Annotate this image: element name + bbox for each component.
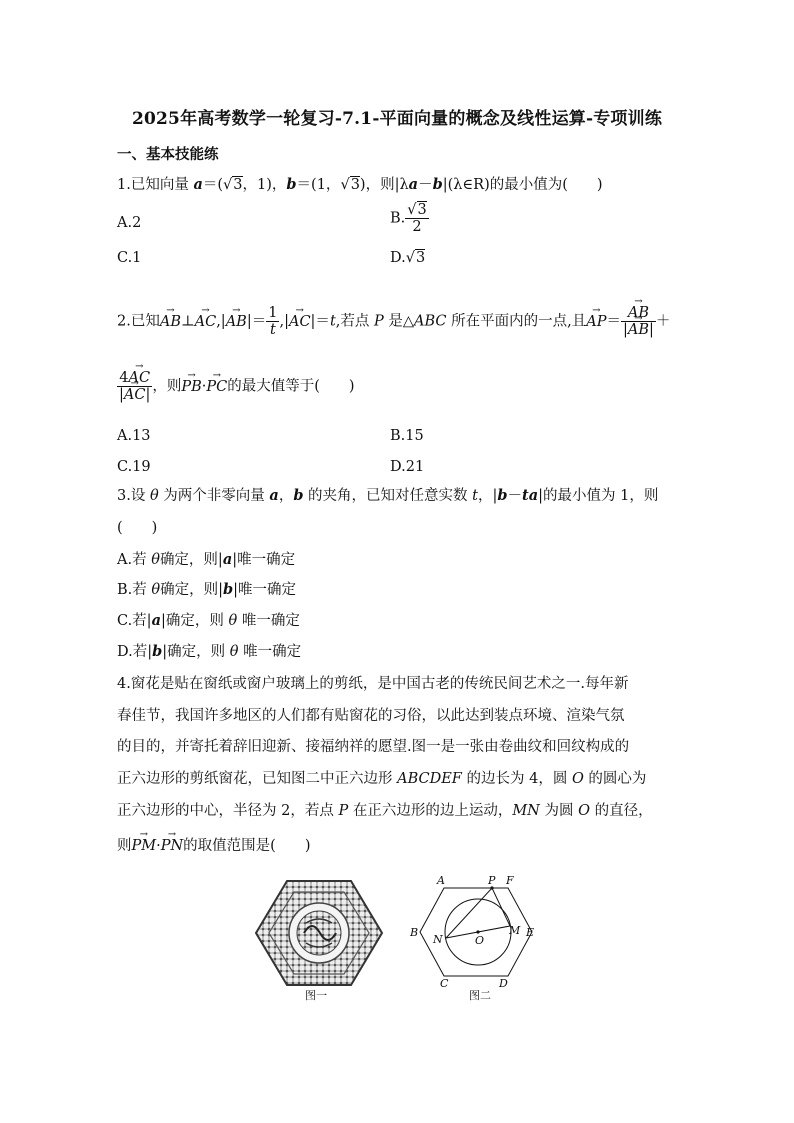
label-e: E bbox=[526, 926, 535, 939]
q3-option-c: C.若|a|确定，则 θ 唯一确定 bbox=[117, 612, 300, 629]
q3-stem-line2: ( ) bbox=[117, 520, 158, 536]
q2-option-b: B.15 bbox=[390, 428, 424, 444]
figure-1-caption: 图一 bbox=[305, 989, 327, 1002]
q1-option-b: B. $\frac{√3}{2}$ bbox=[390, 202, 427, 235]
section-heading: 一、基本技能练 bbox=[117, 146, 219, 163]
q1-option-a: A.2 bbox=[117, 215, 142, 231]
q3-option-a: A.若 θ确定，则|a|唯一确定 bbox=[117, 551, 296, 568]
q3-stem-line1: 3.设 θ 为两个非零向量 a，b 的夹角，已知对任意实数 t，|b－ta|的最小值为 1，则 bbox=[117, 487, 659, 504]
q4-line4: 正六边形的剪纸窗花，已知图二中正六边形 ABCDEF 的边长为 4，圆 O 的圆心为 bbox=[117, 771, 647, 787]
label-b: B bbox=[410, 926, 419, 939]
label-c: C bbox=[440, 977, 449, 988]
label-m: M bbox=[509, 924, 521, 937]
label-d: D bbox=[499, 977, 508, 988]
q4-line5: 正六边形的中心，半径为 2，若点 P 在正六边形的边上运动，MN 为圆 O 的直径， bbox=[117, 803, 653, 819]
label-f: F bbox=[506, 874, 514, 887]
label-p: P bbox=[488, 874, 496, 887]
figure-1-papercut bbox=[254, 878, 384, 988]
label-o: O bbox=[475, 934, 485, 947]
q4-line1: 4.窗花是贴在窗纸或窗户玻璃上的剪纸，是中国古老的传统民间艺术之一.每年新 bbox=[117, 676, 629, 692]
q1-option-d: D.√3 bbox=[390, 250, 426, 266]
q3-option-d: D.若|b|确定，则 θ 唯一确定 bbox=[117, 643, 302, 660]
q1-stem: 1.已知向量 a＝(√3，1)，b＝(1，√3)，则|λa－b|(λ∈R)的最小值为( ) bbox=[117, 176, 603, 193]
figure-2-caption: 图二 bbox=[469, 989, 491, 1002]
q2-option-a: A.13 bbox=[117, 428, 151, 444]
q4-line3: 的目的，并寄托着辞旧迎新、接福纳祥的愿望.图一是一张由卷曲纹和回纹构成的 bbox=[117, 739, 630, 755]
q1-option-c: C.1 bbox=[117, 250, 142, 266]
q2-stem-line1: 2.已知→ AB⊥→ AC,|→ AB|＝ $\frac{1}{t}$ ,|→ AC|＝t,若点 P 是△ABC 所在平面内的一点,且→ AP＝ → $\frac{AB}{|\to AB|}$ ＋ bbox=[117, 305, 670, 338]
q3-option-b: B.若 θ确定，则|b|唯一确定 bbox=[117, 581, 297, 598]
q2-option-d: D.21 bbox=[390, 459, 425, 475]
label-a: A bbox=[437, 874, 445, 887]
q4-line2: 春佳节，我国许多地区的人们都有贴窗花的习俗，以此达到装点环境、渲染气氛 bbox=[117, 708, 625, 724]
label-n: N bbox=[433, 933, 443, 946]
figure-2-diagram bbox=[408, 872, 544, 988]
q4-line6: 则→ PM·→ PN的取值范围是( ) bbox=[117, 836, 311, 856]
q2-option-c: C.19 bbox=[117, 459, 151, 475]
q2-stem-line2: $\frac{4\to AC}{|\to AC|}$ ，则→ PB·→ PC的最大值等于( ) bbox=[117, 370, 355, 403]
page-title: 2025年高考数学一轮复习-7.1-平面向量的概念及线性运算-专项训练 bbox=[131, 109, 663, 129]
